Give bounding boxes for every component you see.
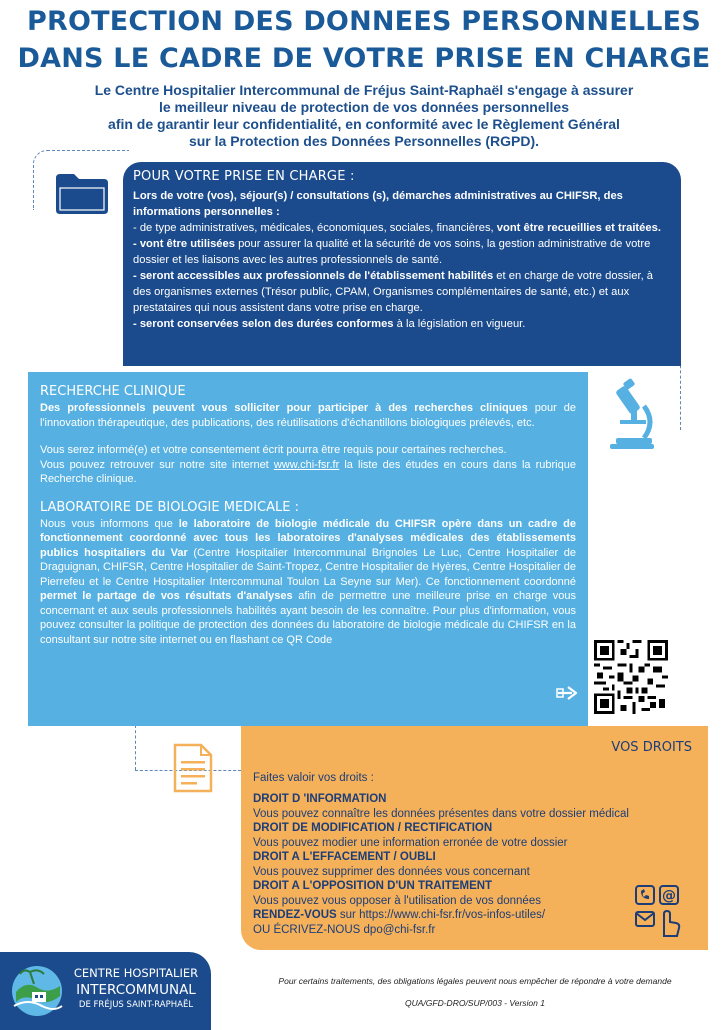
logo-line-1: CENTRE HOSPITALIER	[73, 966, 199, 980]
intro-line-4: sur la Protection des Données Personnelles (RGPD).	[188, 133, 540, 149]
recherche-biologie-section	[28, 372, 588, 726]
contact-icon	[634, 884, 682, 938]
prise-p4a: - seront accessibles aux professionnels de l'établissement habilités	[133, 270, 494, 282]
arrow-right-icon	[556, 684, 580, 702]
recherche-paragraph-1	[40, 401, 576, 430]
document-icon	[171, 743, 215, 793]
prise-p3a: - vont être utilisées	[133, 238, 235, 250]
prise-p1: Lors de votre (vos), séjour(s) / consultations (s), démarches administratives au CHIFSR, des informations personnelles :	[133, 190, 623, 218]
footnote: Pour certains traitements, des obligations légales peuvent nous empêcher de répondre à votre demande	[278, 976, 672, 986]
prise-p3b: pour assurer la qualité et la sécurité de vos soins, la gestion administrative de votre dossier et les liaisons avec les autres professionnels de santé.	[133, 238, 651, 266]
droit-information-text: Vous pouvez connaître les données présentes dans votre dossier médical	[253, 807, 629, 820]
prise-p4b: et en charge de votre dossier, à des organismes externes (Trésor public, CPAM, Organismes complémentaires de santé, etc.) et aux prestataires qui nous assistent dans votre prise en charge.	[133, 270, 654, 314]
droit-effacement-text: Vous pouvez supprimer des données vous concernant	[253, 865, 530, 878]
droit-effacement-title: DROIT A L'EFFACEMENT / OUBLI	[253, 851, 436, 863]
recherche-p3b: la liste des études en cours dans la rubrique Recherche clinique.	[40, 458, 576, 485]
recherche-p1b: pour de l'innovation thérapeutique, des publications, des réutilisations d'échantillons biologiques prélevés, etc.	[40, 402, 576, 429]
biologie-p1d: permet le partage de vos résultats d'analyses	[40, 590, 293, 602]
biologie-p1c: (Centre Hospitalier Intercommunal Brignoles Le Luc, Centre Hospitalier de Draguignan, CHIFSR, Centre Hospitalier de Saint-Tropez, Centre Hospitalier de Hyères, Centre Hospitalier de Pierrefeu et le Centre Hospitalier Intercommunal Toulon La Seyne sur Mer). Ce fonctionnement coordonné	[40, 546, 576, 588]
globe-logo	[8, 962, 66, 1020]
recherche-p1a: Des professionnels peuvent vous solliciter pour participer à des recherches cliniques	[40, 402, 528, 414]
recherche-paragraph-3	[40, 458, 576, 487]
dashed-connector	[680, 355, 681, 430]
prise-p2b: vont être recueillies et traitées.	[496, 222, 661, 234]
intro-line-3: afin de garantir leur confidentialité, en conformité avec le Règlement Général	[108, 116, 620, 132]
document-reference: QUA/GFD-DRO/SUP/003 - Version 1	[405, 998, 545, 1008]
intro-line-2: le meilleur niveau de protection de vos données personnelles	[158, 99, 569, 115]
prise-paragraph-2	[133, 220, 671, 236]
rendez-vous-label: RENDEZ-VOUS	[253, 909, 337, 921]
prise-p2a: - de type administratives, médicales, économiques, sociales, financières,	[133, 222, 497, 234]
recherche-p3a: Vous pouvez retrouver sur notre site internet	[40, 458, 274, 471]
rendez-vous-link[interactable]: sur https://www.chi-fsr.fr/vos-infos-utiles/	[336, 909, 546, 921]
biologie-p1e: afin de permettre une meilleure prise en charge vous concernant et aux seuls professionnels habilités ayant besoin de les connaître. Pour plus d'information, vous pouvez consulter la politique de protection des données du laboratoire de biologie médicale du CHIFSR en la consultant sur notre site internet ou en flashant ce QR Code	[40, 590, 576, 646]
intro-line-1: Le Centre Hospitalier Intercommunal de Fréjus Saint-Raphaël s'engage à assurer	[94, 82, 634, 98]
droit-information-title: DROIT D 'INFORMATION	[253, 793, 387, 805]
droits-lead: Faites valoir vos droits :	[253, 772, 374, 784]
folder-icon	[54, 170, 110, 216]
recherche-heading: RECHERCHE CLINIQUE	[40, 384, 186, 399]
prise-en-charge-section	[123, 162, 681, 366]
website-link[interactable]: www.chi-fsr.fr	[273, 458, 340, 471]
svg-text:@: @	[662, 888, 676, 904]
logo-line-2: INTERCOMMUNAL	[76, 982, 196, 998]
droit-modification-title: DROIT DE MODIFICATION / RECTIFICATION	[253, 822, 493, 834]
page-title-line-1: PROTECTION DES DONNEES PERSONNELLES	[27, 6, 701, 37]
prise-p5a: - seront conservées selon des durées conformes	[133, 318, 394, 330]
logo-line-3: DE FRÉJUS SAINT-RAPHAËL	[78, 1000, 194, 1010]
prise-paragraph-5	[133, 316, 671, 332]
droits-title: VOS DROITS	[611, 740, 692, 755]
droit-opposition-text: Vous pouvez vous opposer à l'utilisation de vos données	[253, 894, 541, 907]
dashed-connector	[135, 725, 136, 770]
biologie-heading: LABORATOIRE DE BIOLOGIE MEDICALE :	[40, 499, 299, 515]
biologie-p1a: Nous vous informons que	[40, 517, 179, 530]
prise-p5b: à la législation en vigueur.	[393, 318, 526, 330]
biologie-p1b: le laboratoire de biologie médicale du CHIFSR opère dans un cadre de fonctionnement coordonné avec tous les laboratoires d'analyses médicales des établissements publics hospitaliers du Var	[40, 517, 576, 559]
qr-code[interactable]	[594, 640, 668, 714]
droit-opposition-title: DROIT A L'OPPOSITION D'UN TRAITEMENT	[253, 880, 493, 892]
page-title-line-2: DANS LE CADRE DE VOTRE PRISE EN CHARGE	[17, 43, 711, 74]
prise-paragraph-4	[133, 268, 671, 316]
recherche-paragraph-2: Vous serez informé(e) et votre consentement écrit pourra être requis pour certaines recherches.	[40, 444, 507, 456]
biologie-paragraph	[40, 517, 576, 648]
droit-modification-text: Vous pouvez modier une information erronée de votre dossier	[253, 836, 568, 849]
prise-heading: POUR VOTRE PRISE EN CHARGE :	[133, 169, 355, 184]
prise-paragraph-1	[133, 188, 671, 220]
prise-paragraph-3	[133, 236, 671, 268]
microscope-icon	[604, 378, 656, 450]
email-line[interactable]: OU ÉCRIVEZ-NOUS dpo@chi-fsr.fr	[253, 923, 436, 936]
